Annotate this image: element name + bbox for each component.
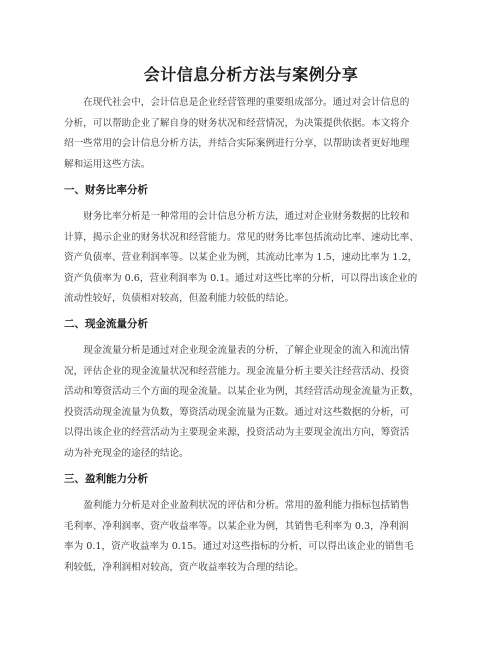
text-line: 绍一些常用的会计信息分析方法，并结合实际案例进行分享，以帮助读者更好地理 — [64, 138, 410, 149]
text-line: 现金流量分析是通过对企业现金流量表的分析，了解企业现金的流入和流出情 — [83, 345, 410, 356]
text-line: 分析，可以帮助企业了解自身的财务状况和经营情况，为决策提供依据。本文将介 — [64, 117, 410, 129]
section-paragraph — [64, 207, 436, 310]
text-line: 计算，揭示企业的财务状况和经营能力。常见的财务比率包括流动比率、速动比率、 — [64, 231, 419, 243]
section-paragraph — [64, 496, 436, 578]
text-line: 资产负债率、营业利润率等。以某企业为例，其流动比率为 1.5，速动比率为 1.2， — [64, 252, 418, 263]
text-line: 活动和筹资活动三个方面的现金流量。以某企业为例，其经营活动现金流量为正数， — [64, 386, 419, 397]
text-line: 动为补充现金的途径的结论。 — [64, 447, 189, 459]
text-line: 资产负债率为 0.6，营业利润率为 0.1。通过对这些比率的分析，可以得出该企业的 — [64, 272, 418, 284]
text-line: 财务比率分析是一种常用的会计信息分析方法，通过对企业财务数据的比较和 — [83, 211, 410, 222]
text-line: 以得出该企业的经营活动为主要现金来源，投资活动为主要现金流出方向，筹资活 — [64, 427, 410, 438]
intro-paragraph — [64, 93, 436, 175]
text-line: 毛利率、净利润率、资产收益率等。以某企业为例，其销售毛利率为 0.3，净利润 — [64, 520, 409, 532]
text-line: 解和运用这些方法。 — [64, 158, 151, 170]
text-line: 在现代社会中，会计信息是企业经营管理的重要组成部分。通过对会计信息的 — [83, 97, 410, 108]
section-heading: 一、财务比率分析 — [64, 184, 148, 196]
text-line: 利较低，净利润相对较高，资产收益率较为合理的结论。 — [64, 561, 304, 573]
text-line: 率为 0.1，资产收益率为 0.15。通过对这些指标的分析，可以得出该企业的销售毛 — [64, 541, 414, 552]
section-heading: 三、盈利能力分析 — [64, 473, 148, 485]
document-title: 会计信息分析方法与案例分享 — [143, 65, 359, 84]
text-line: 投资活动现金流量为负数，筹资活动现金流量为正数。通过对这些数据的分析，可 — [64, 406, 410, 418]
section-heading: 二、现金流量分析 — [64, 318, 148, 330]
text-line: 况，评估企业的现金流量状况和经营能力。现金流量分析主要关注经营活动、投资 — [64, 365, 410, 377]
text-line: 流动性较好，负债相对较高，但盈利能力较低的结论。 — [64, 293, 295, 304]
text-line: 盈利能力分析是对企业盈利状况的评估和分析。常用的盈利能力指标包括销售 — [83, 500, 410, 511]
section-paragraph — [64, 341, 436, 464]
